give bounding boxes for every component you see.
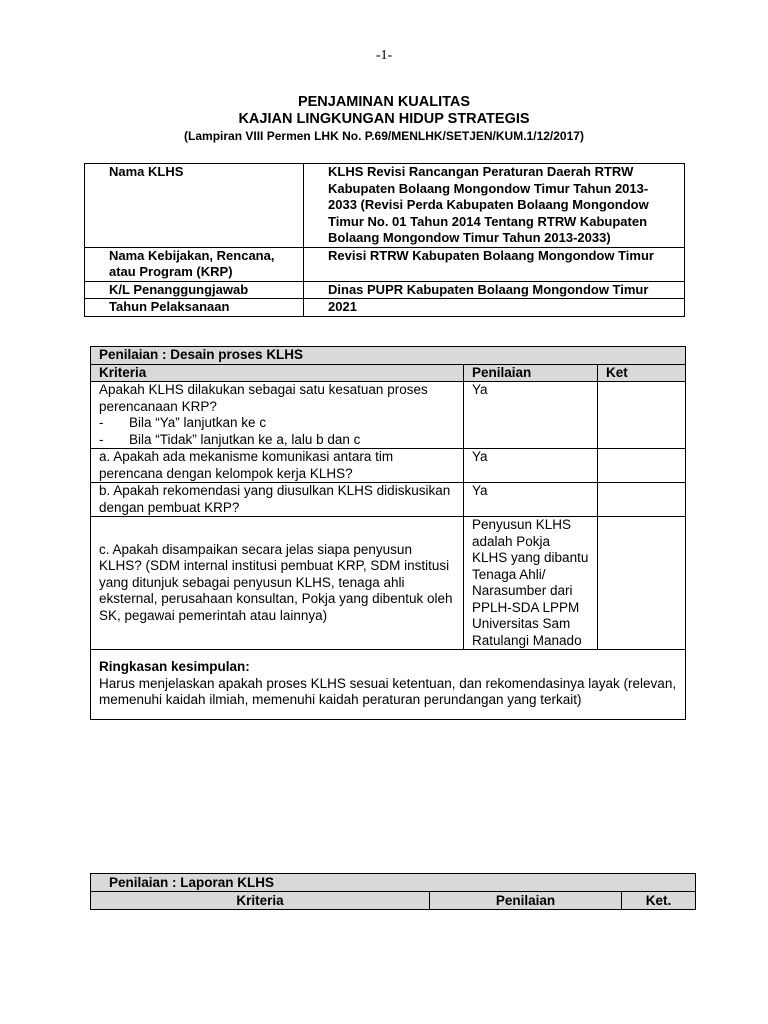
ket-cell (598, 382, 686, 449)
header-title-1: PENJAMINAN KUALITAS (297, 94, 471, 110)
header-title-2: KAJIAN LINGKUNGAN HIDUP STRATEGIS (238, 111, 530, 127)
table-row (91, 449, 686, 483)
col-penilaian: Penilaian (430, 892, 622, 910)
report-column-headers (91, 892, 696, 910)
penilaian-cell: Ya (464, 483, 598, 517)
info-label: Nama KLHS (85, 164, 304, 248)
col-ket: Ket (598, 364, 686, 382)
summary-title: Ringkasan kesimpulan: (99, 659, 250, 674)
ket-cell (598, 517, 686, 650)
page-number: -1- (375, 48, 393, 63)
ket-cell (598, 449, 686, 483)
kriteria-cell: b. Apakah rekomendasi yang diusulkan KLHS didiskusikan dengan pembuat KRP? (91, 483, 464, 517)
penilaian-cell: Ya (464, 382, 598, 449)
design-title-row (91, 347, 686, 365)
col-kriteria: Kriteria (91, 364, 464, 382)
info-label: K/L Penanggungjawab (85, 281, 304, 299)
info-row-penanggungjawab (85, 281, 685, 299)
info-row-nama-klhs (85, 164, 685, 248)
info-value: Revisi RTRW Kabupaten Bolaang Mongondow Timur (304, 247, 685, 281)
kriteria-cell: a. Apakah ada mekanisme komunikasi antara tim perencana dengan kelompok kerja KLHS? (91, 449, 464, 483)
summary-cell (91, 650, 686, 720)
summary-text: Harus menjelaskan apakah proses KLHS sesuai ketentuan, dan rekomendasinya layak (relevan, memenuhi kaidah ilmiah, memenuhi kaidah peraturan perundangan yang terkait) (99, 675, 677, 707)
summary-row (91, 650, 686, 720)
info-row-tahun (85, 299, 685, 317)
ket-cell (598, 483, 686, 517)
penilaian-cell: Ya (464, 449, 598, 483)
info-value: Dinas PUPR Kabupaten Bolaang Mongondow Timur (304, 281, 685, 299)
info-value: 2021 (304, 299, 685, 317)
col-ket: Ket. (622, 892, 696, 910)
table-row (91, 483, 686, 517)
header-subtitle: (Lampiran VIII Permen LHK No. P.69/MENLHK/SETJEN/KUM.1/12/2017) (184, 129, 584, 143)
bullet-item: - Bila “Ya” lanjutkan ke c (99, 415, 455, 432)
info-label: Tahun Pelaksanaan (85, 299, 304, 317)
kriteria-cell (91, 382, 464, 449)
report-title: Penilaian : Laporan KLHS (91, 874, 696, 892)
kriteria-cell: c. Apakah disampaikan secara jelas siapa penyusun KLHS? (SDM internal institusi pembuat KRP, SDM institusi yang ditunjuk sebagai penyusun KLHS, tenaga ahli eksternal, perusahaan konsultan, Pokja yang dibentuk oleh SK, pegawai pemerintah atau lainnya) (91, 517, 464, 650)
col-kriteria: Kriteria (91, 892, 430, 910)
kriteria-bullets (99, 415, 455, 448)
col-penilaian: Penilaian (464, 364, 598, 382)
info-label: Nama Kebijakan, Rencana, atau Program (KRP) (85, 247, 304, 281)
design-column-headers (91, 364, 686, 382)
kriteria-text: Apakah KLHS dilakukan sebagai satu kesatuan proses perencanaan KRP? (99, 382, 428, 414)
design-assessment-table (90, 346, 686, 720)
info-row-krp (85, 247, 685, 281)
bullet-item: - Bila “Tidak” lanjutkan ke a, lalu b dan c (99, 432, 455, 449)
design-title: Penilaian : Desain proses KLHS (91, 347, 686, 365)
info-value: KLHS Revisi Rancangan Peraturan Daerah RTRW Kabupaten Bolaang Mongondow Timur Tahun 2013-2033 (Revisi Perda Kabupaten Bolaang Mongondow Timur No. 01 Tahun 2014 Tentang RTRW Kabupaten Bolaang Mongondow Timur Tahun 2013-2033) (304, 164, 685, 248)
table-row (91, 382, 686, 449)
penilaian-cell: Penyusun KLHS adalah Pokja KLHS yang dibantu Tenaga Ahli/ Narasumber dari PPLH-SDA LPPM Universitas Sam Ratulangi Manado (464, 517, 598, 650)
table-row (91, 517, 686, 650)
report-assessment-table (90, 873, 696, 910)
document-header (0, 94, 768, 144)
klhs-info-table (84, 163, 685, 317)
report-title-row (91, 874, 696, 892)
